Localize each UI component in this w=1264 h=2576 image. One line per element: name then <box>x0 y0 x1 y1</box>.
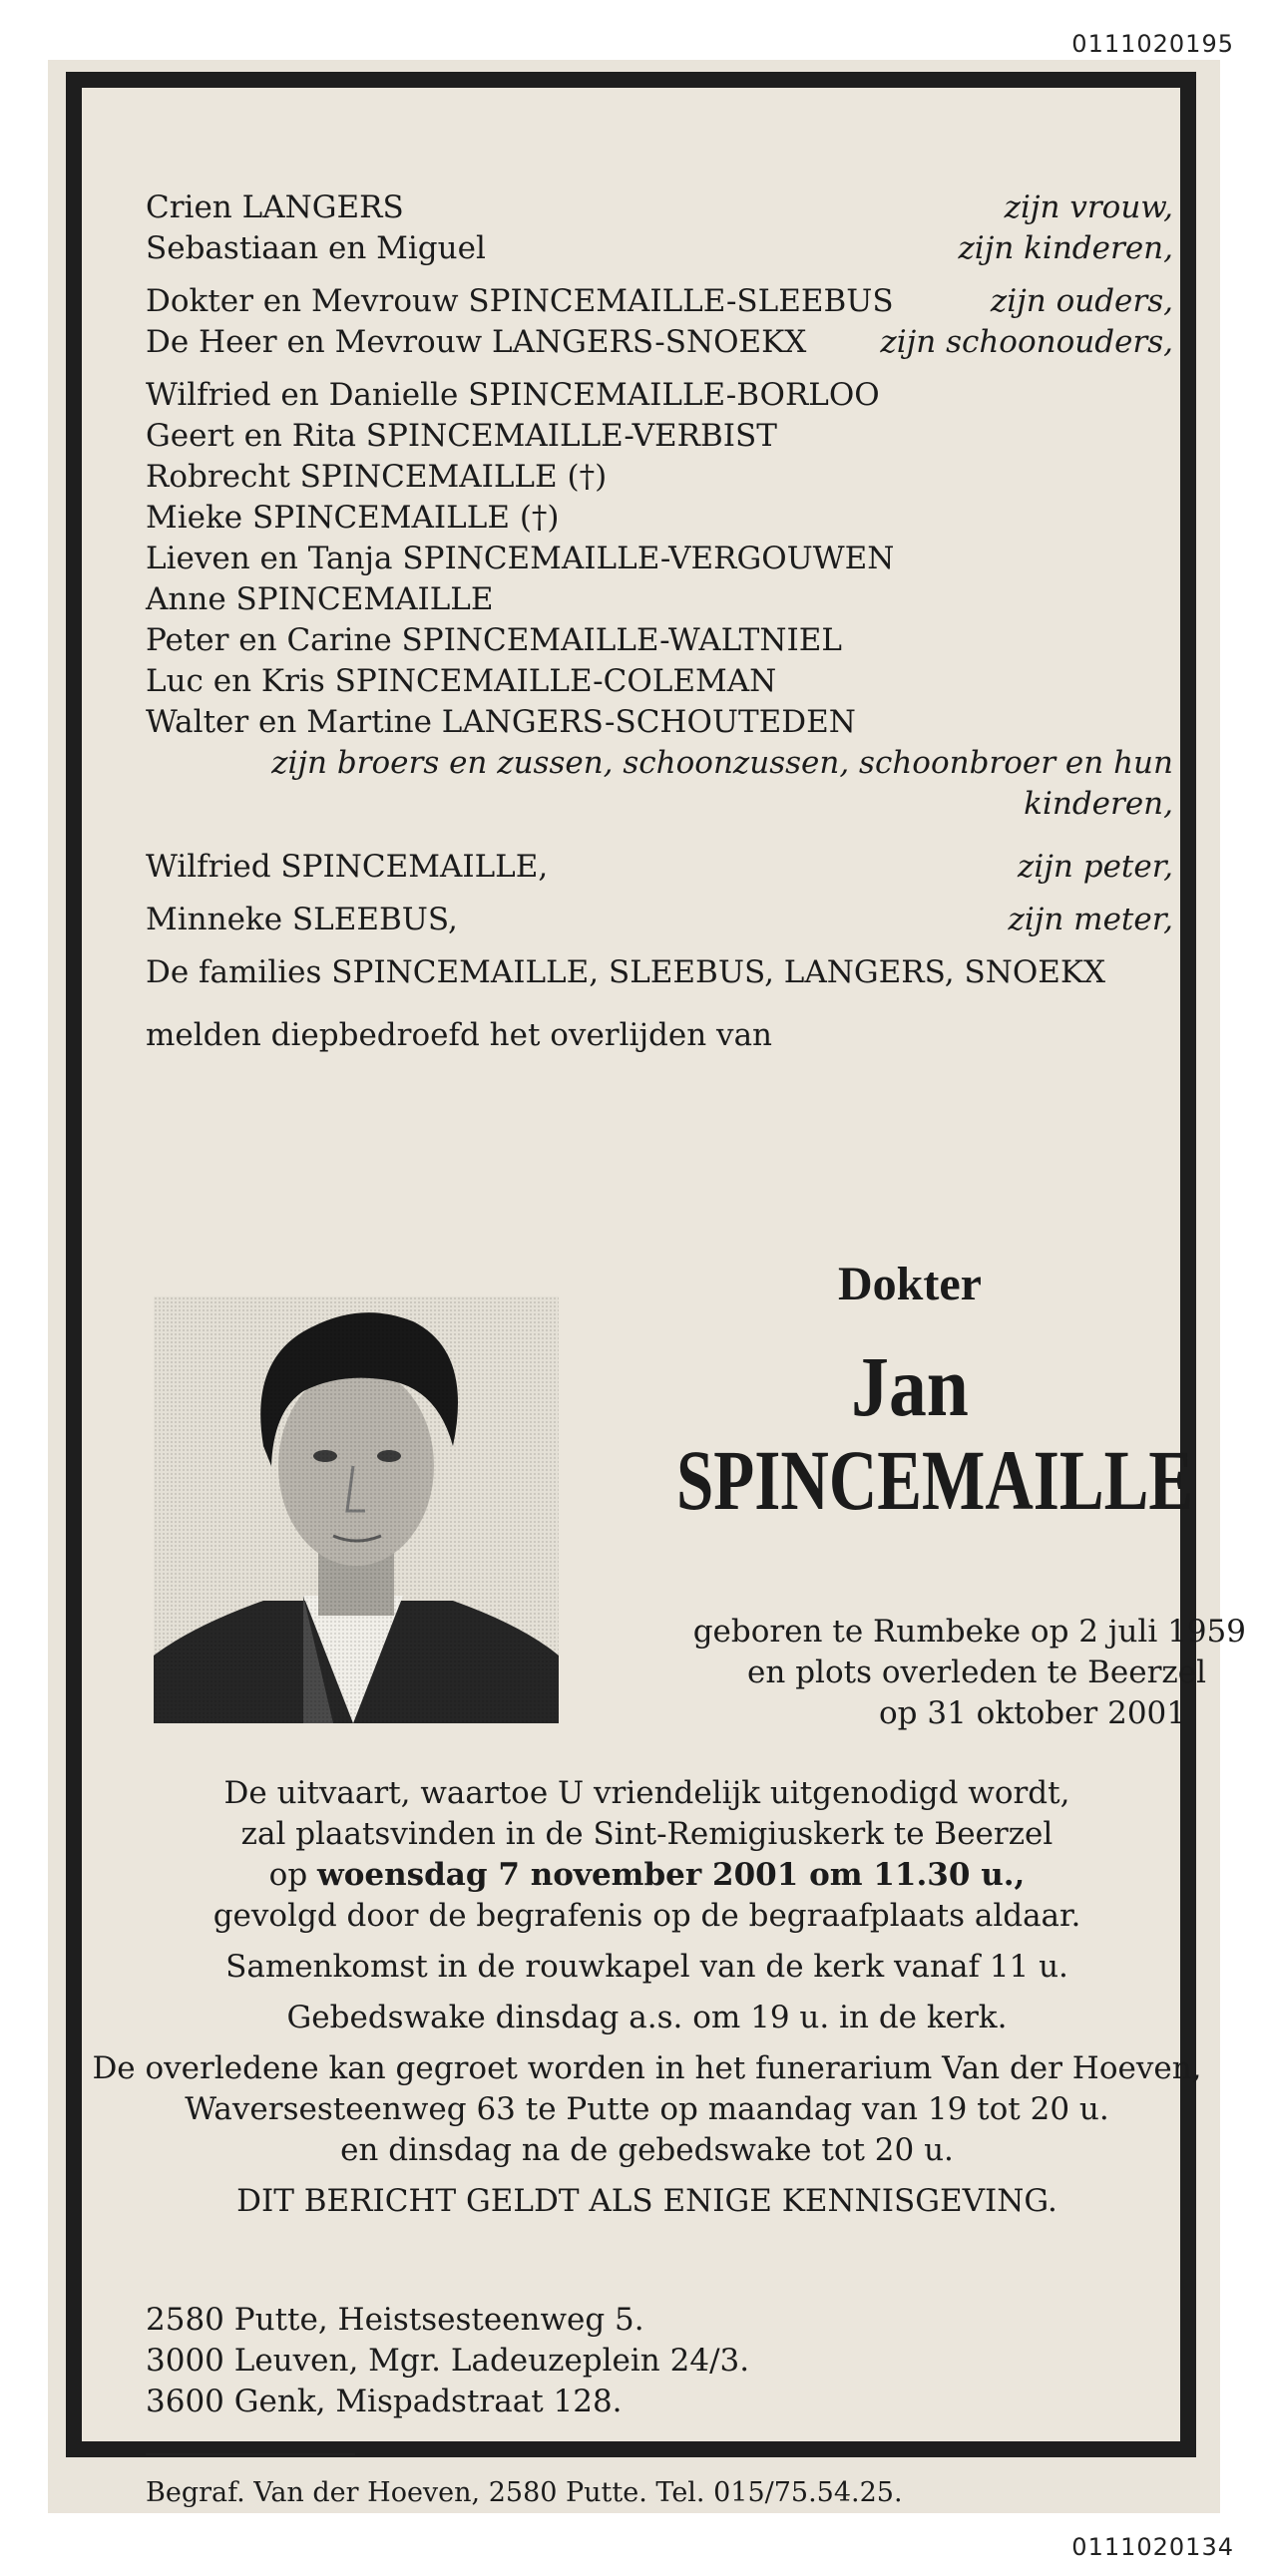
godparent-name: Minneke SLEEBUS, <box>146 902 458 937</box>
deceased-last-name: SPINCEMAILLE <box>676 1432 1194 1528</box>
archive-code-bottom: 0111020134 <box>1071 2533 1234 2561</box>
families-line: De families SPINCEMAILLE, SLEEBUS, LANGERS, SNOEKX <box>146 954 1106 990</box>
sibling-name: Mieke SPINCEMAILLE (†) <box>146 500 560 536</box>
address-line: 3600 Genk, Mispadstraat 128. <box>146 2384 623 2419</box>
deceased-name-block <box>611 1255 1209 1530</box>
viewing-line: Waversesteenweg 63 te Putte op maandag van 19 tot 20 u. <box>185 2091 1109 2127</box>
address-list <box>146 2300 749 2422</box>
birth-line: geboren te Rumbeke op 2 juli 1959 <box>692 1614 1246 1650</box>
address-line: 3000 Leuven, Mgr. Ladeuzeplein 24/3. <box>146 2343 750 2379</box>
family-role: zijn schoonouders, <box>880 324 1173 360</box>
divider <box>146 2453 355 2455</box>
family-list <box>146 187 1173 1056</box>
birth-death-info <box>593 1612 1246 1734</box>
sibling-name: Wilfried en Danielle SPINCEMAILLE-BORLOO <box>146 377 880 413</box>
godparent-row <box>146 847 1173 888</box>
family-name: Crien LANGERS <box>146 189 404 225</box>
sibling-name: Luc en Kris SPINCEMAILLE-COLEMAN <box>146 663 777 699</box>
sibling-name: Geert en Rita SPINCEMAILLE-VERBIST <box>146 418 777 454</box>
family-row <box>146 187 1173 228</box>
siblings-list <box>146 375 1173 825</box>
viewing-line: De overledene kan gegroet worden in het funerarium Van der Hoeven, <box>92 2050 1202 2086</box>
funeral-date-line <box>82 1855 1212 1896</box>
family-name: Dokter en Mevrouw SPINCEMAILLE-SLEEBUS <box>146 283 894 319</box>
funeral-line: De uitvaart, waartoe U vriendelijk uitgenodigd wordt, <box>223 1775 1070 1811</box>
deceased-first-name: Jan <box>851 1338 969 1434</box>
address-line: 2580 Putte, Heistsesteenweg 5. <box>146 2302 644 2338</box>
family-row <box>146 281 1173 322</box>
funeral-date: woensdag 7 november 2001 om 11.30 u., <box>317 1857 1026 1893</box>
gathering-line: Samenkomst in de rouwkapel van de kerk vanaf 11 u. <box>225 1949 1068 1985</box>
family-name: De Heer en Mevrouw LANGERS-SNOEKX <box>146 324 807 360</box>
sibling-name: Robrecht SPINCEMAILLE (†) <box>146 459 608 495</box>
family-role: zijn kinderen, <box>958 230 1173 266</box>
notice-line: DIT BERICHT GELDT ALS ENIGE KENNISGEVING. <box>236 2183 1057 2219</box>
archive-code-top: 0111020195 <box>1071 30 1234 58</box>
funeral-line: gevolgd door de begrafenis op de begraafplaats aldaar. <box>212 1898 1081 1934</box>
funeral-line: zal plaatsvinden in de Sint-Remigiuskerk te Beerzel <box>240 1816 1053 1852</box>
godparent-row <box>146 900 1173 940</box>
sibling-name: Peter en Carine SPINCEMAILLE-WALTNIEL <box>146 622 842 658</box>
obituary-frame <box>66 72 1246 2508</box>
deceased-title: Dokter <box>838 1258 982 1310</box>
family-name: Sebastiaan en Miguel <box>146 230 486 266</box>
funeral-date-prefix: op <box>268 1857 318 1893</box>
family-row <box>146 228 1173 269</box>
portrait-image <box>154 1296 559 1723</box>
sibling-name: Walter en Martine LANGERS-SCHOUTEDEN <box>146 704 856 740</box>
sibling-name: Lieven en Tanja SPINCEMAILLE-VERGOUWEN <box>146 541 895 576</box>
undertaker-line: Begraf. Van der Hoeven, 2580 Putte. Tel. 015/75.54.25. <box>146 2477 903 2508</box>
death-date-line: op 31 oktober 2001 <box>879 1695 1186 1731</box>
announcement-line: melden diepbedroefd het overlijden van <box>146 1017 773 1053</box>
funeral-details <box>82 1773 1212 2222</box>
viewing-line: en dinsdag na de gebedswake tot 20 u. <box>340 2132 954 2168</box>
family-role: zijn ouders, <box>990 283 1173 319</box>
godparent-name: Wilfried SPINCEMAILLE, <box>146 849 549 885</box>
godparent-role: zijn peter, <box>1018 849 1173 885</box>
death-line: en plots overleden te Beerzel <box>747 1655 1206 1690</box>
family-role: zijn vrouw, <box>1004 189 1173 225</box>
godparent-role: zijn meter, <box>1008 902 1173 937</box>
deceased-photo <box>154 1296 559 1723</box>
vigil-line: Gebedswake dinsdag a.s. om 19 u. in de kerk. <box>286 2000 1008 2035</box>
siblings-role: zijn broers en zussen, schoonzussen, schoonbroer en hun kinderen, <box>271 745 1173 822</box>
family-row <box>146 322 1173 363</box>
sibling-name: Anne SPINCEMAILLE <box>146 581 494 617</box>
